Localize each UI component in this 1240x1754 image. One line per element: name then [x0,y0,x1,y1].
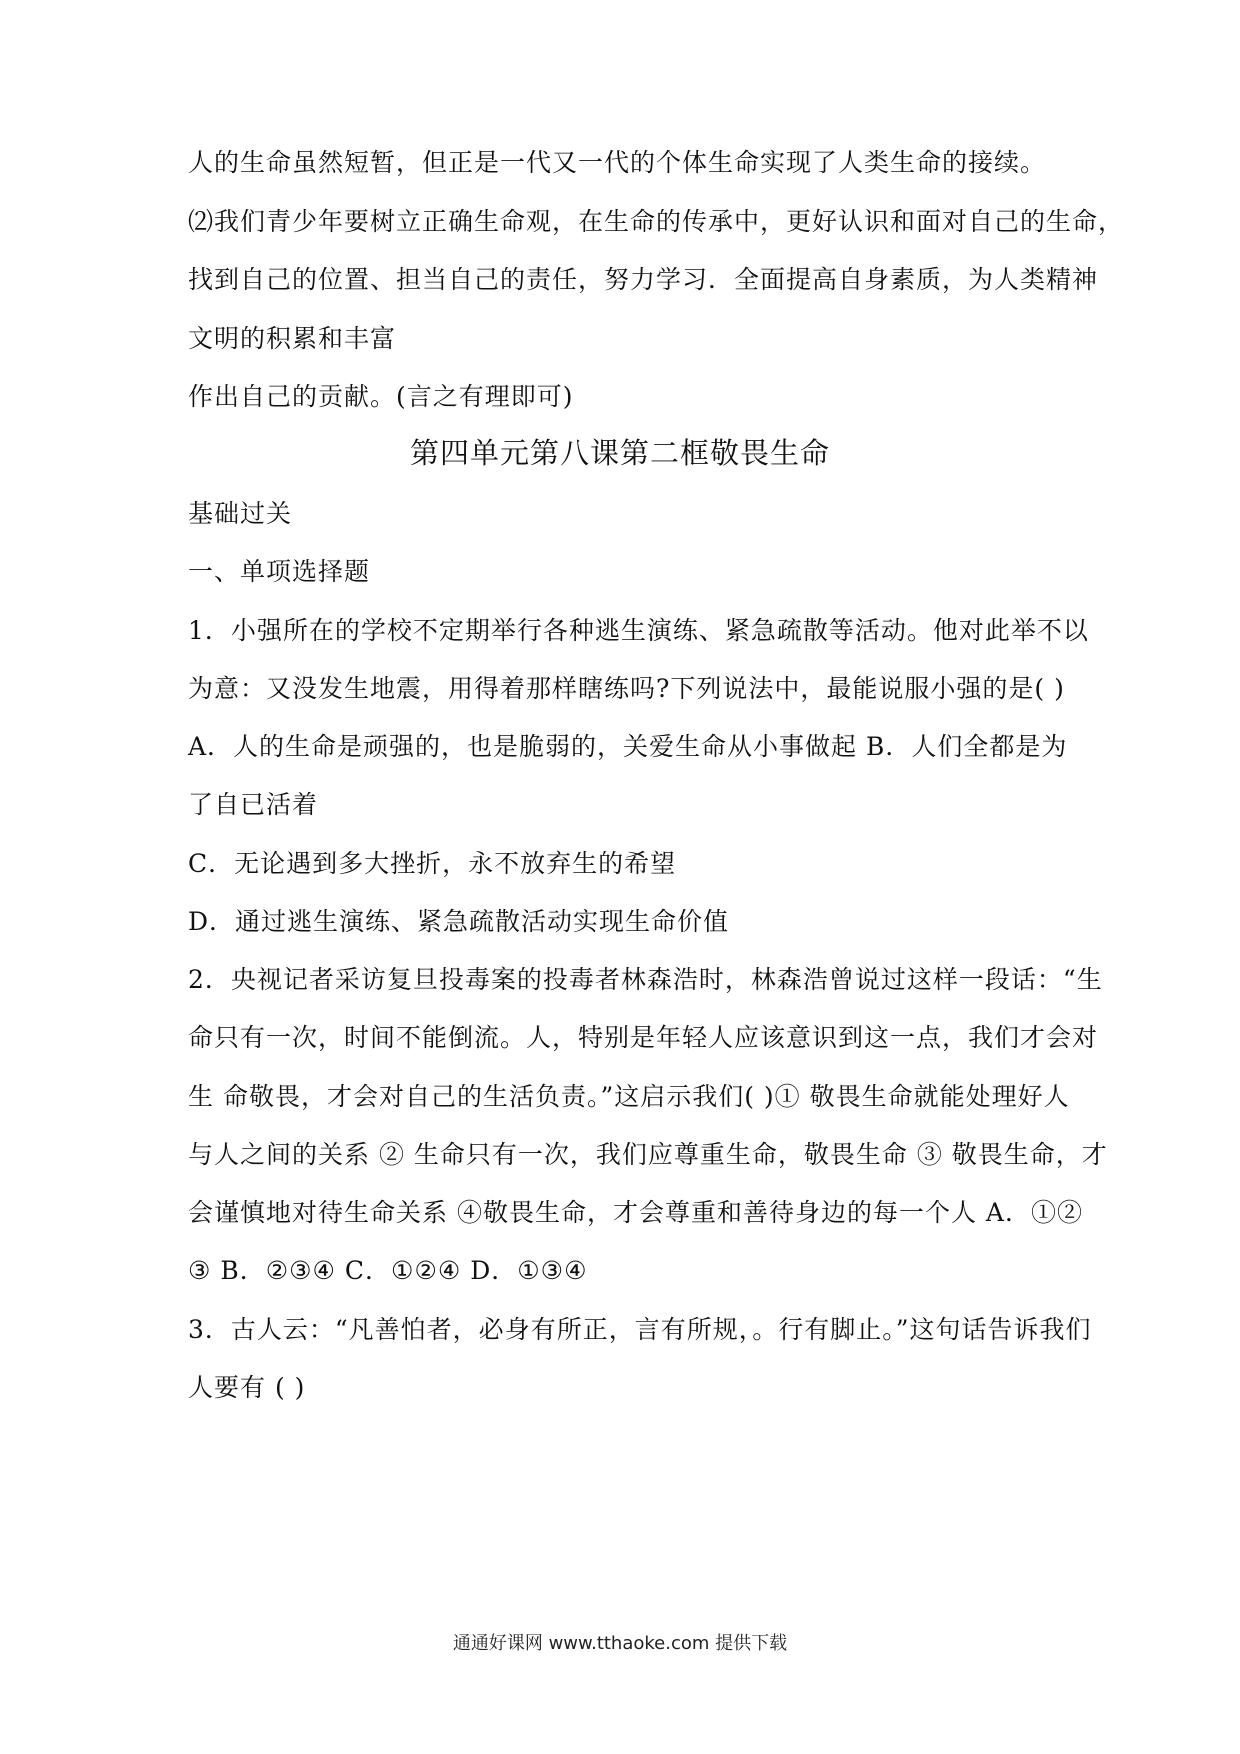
answer-line-4: 文明的积累和丰富 [188,324,397,353]
question-line: 3．古人云：“凡善怕者，必身有所正，言有所规，。行有脚止。”这句话告诉我们 [188,1315,1092,1344]
page-footer: 通通好课网 www.tthaoke.com 提供下载 [452,1633,788,1654]
option-line: C．无论遇到多大挫折，永不放弃生的希望 [188,849,677,878]
answer-line-2: ⑵我们青少年要树立正确生命观，在生命的传承中，更好认识和面对自己的生命， [188,207,1125,236]
option-line: D．通过逃生演练、紧急疏散活动实现生命价值 [188,907,730,936]
question-line: 命只有一次，时间不能倒流。人，特别是年轻人应该意识到这一点，我们才会对 [188,1023,1099,1052]
option-line: 了自已活着 [188,790,319,819]
subsection-heading: 一、单项选择题 [188,557,371,586]
answer-line-1: 人的生命虽然短暂，但正是一代又一代的个体生命实现了人类生命的接续。 [188,148,1047,177]
answer-line-5: 作出自己的贡献。(言之有理即可) [188,382,574,411]
section-heading: 基础过关 [188,499,293,528]
answer-line-3: 找到自己的位置、担当自己的责任，努力学习．全面提高自身素质，为人类精神 [188,265,1099,294]
option-line: ③ B．②③④ C．①②④ D．①③④ [188,1256,588,1285]
question-line: 生 命敬畏，才会对自己的生活负责。”这启示我们( )① 敬畏生命就能处理好人 [188,1082,1070,1111]
lesson-title: 第四单元第八课第二框敬畏生命 [409,436,830,470]
question-line: 与人之间的关系 ② 生命只有一次，我们应尊重生命，敬畏生命 ③ 敬畏生命，才 [188,1140,1108,1169]
question-line: 人要有 ( ) [188,1373,306,1402]
question-line: 为意：又没发生地震，用得着那样瞎练吗?下列说法中，最能说服小强的是( ) [188,674,1065,703]
question-line: 2．央视记者采访复旦投毒案的投毒者林森浩时，林森浩曾说过这样一段话：“生 [188,965,1103,994]
option-line: A．人的生命是顽强的，也是脆弱的，关爱生命从小事做起 B．人们全都是为 [188,732,1068,761]
question-line: 1．小强所在的学校不定期举行各种逃生演练、紧急疏散等活动。他对此举不以 [188,616,1089,645]
question-line: 会谨慎地对待生命关系 ④敬畏生命，才会尊重和善待身边的每一个人 A．①② [188,1198,1083,1227]
